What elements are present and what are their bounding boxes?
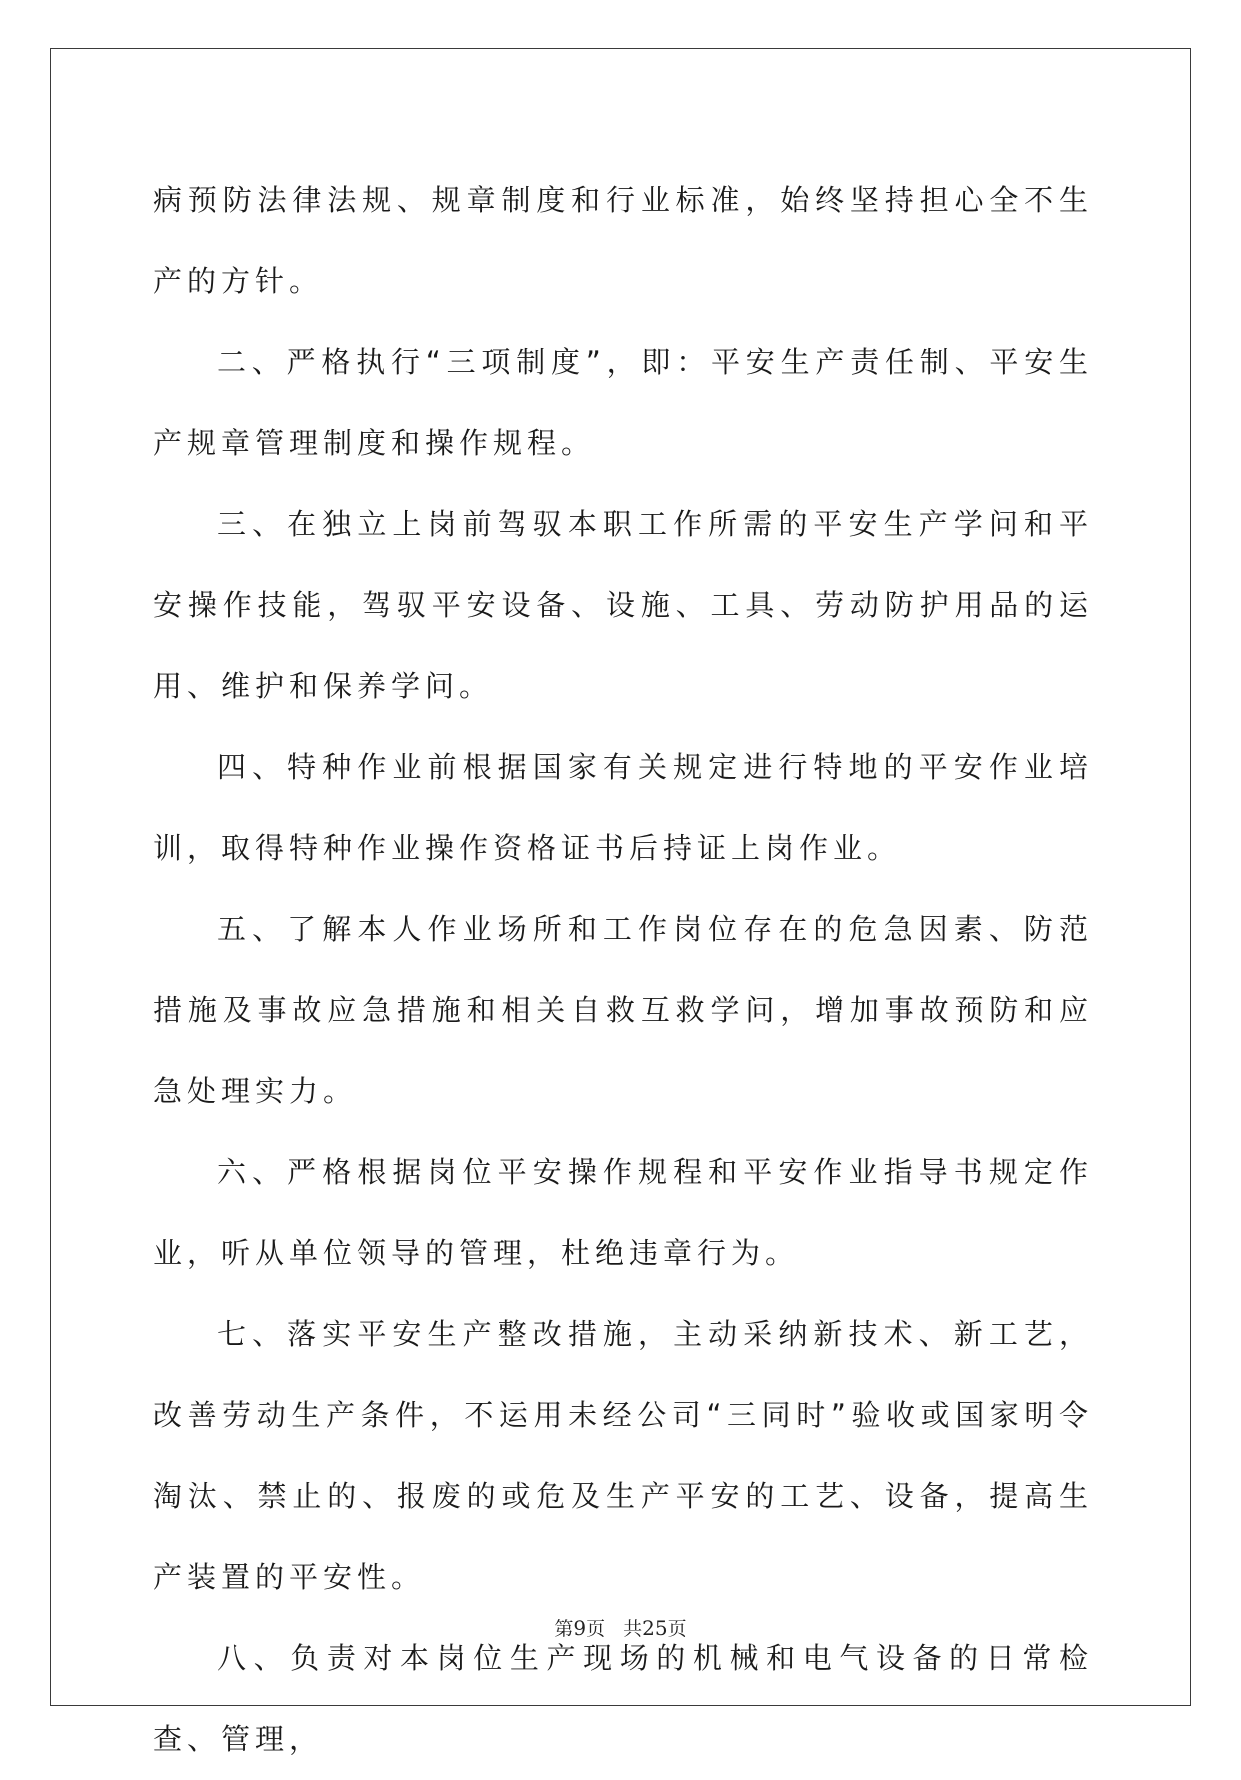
total-prefix: 共	[623, 1618, 643, 1640]
paragraph-item-5: 五、了解本人作业场所和工作岗位存在的危急因素、防范措施及事故应急措施和相关自救互救学问，增加事故预防和应急处理实力。	[153, 912, 1093, 1108]
paragraph-continuation: 病预防法律法规、规章制度和行业标准，始终坚持担心全不生产的方针。	[153, 183, 1093, 298]
total-pages: 25	[642, 1616, 668, 1640]
total-suffix: 页	[667, 1618, 687, 1640]
paragraph-item-3: 三、在独立上岗前驾驭本职工作所需的平安生产学问和平安操作技能，驾驭平安设备、设施、工具、劳动防护用品的运用、维护和保养学问。	[153, 507, 1093, 703]
page-number: 9	[573, 1616, 587, 1640]
paragraph-item-6: 六、严格根据岗位平安操作规程和平安作业指导书规定作业，听从单位领导的管理，杜绝违章行为。	[153, 1155, 1093, 1270]
page-suffix: 页	[586, 1618, 606, 1640]
page-footer	[0, 1614, 1241, 1641]
paragraph-item-2: 二、严格执行“三项制度”，即：平安生产责任制、平安生产规章管理制度和操作规程。	[153, 345, 1093, 460]
page-prefix: 第	[554, 1618, 574, 1640]
document-body	[153, 160, 1093, 1780]
paragraph-item-8: 八、负责对本岗位生产现场的机械和电气设备的日常检查、管理，	[153, 1641, 1093, 1756]
paragraph-item-7: 七、落实平安生产整改措施，主动采纳新技术、新工艺，改善劳动生产条件，不运用未经公司“三同时”验收或国家明令淘汰、禁止的、报废的或危及生产平安的工艺、设备，提高生产装置的平安性。	[153, 1317, 1093, 1594]
paragraph-item-4: 四、特种作业前根据国家有关规定进行特地的平安作业培训，取得特种作业操作资格证书后持证上岗作业。	[153, 750, 1093, 865]
